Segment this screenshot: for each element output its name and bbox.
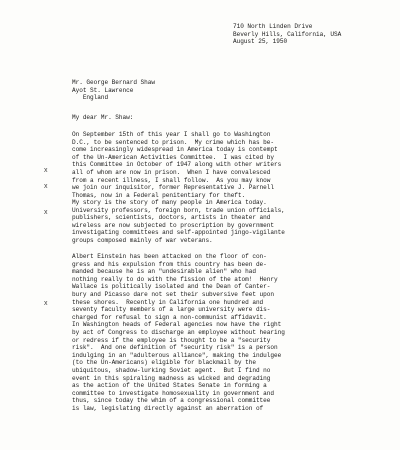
recipient-address-block	[72, 79, 155, 102]
recipient-street: Ayot St. Lawrence	[72, 86, 134, 94]
sender-address-block	[233, 23, 341, 46]
sender-street: 710 North Linden Drive	[233, 23, 313, 30]
recipient-country: England	[72, 94, 109, 102]
paragraph-2: My story is the story of many people in America today. University professors, foreign born, trade union officials, publishers, scientists, doctors, artists in theater and wireless are now subjected to proscription by government investigating committees and self-appointed jingo-vigilante groups composed mainly of war veterans.	[72, 199, 285, 244]
recipient-name: Mr. George Bernard Shaw	[72, 79, 155, 86]
salutation: My dear Mr. Shaw:	[72, 114, 134, 121]
sender-city: Beverly Hills, California, USA	[233, 30, 342, 38]
paragraph-3: Albert Einstein has been attacked on the floor of con- gress and his expulsion from this country has been de- manded because he is an "undesirable alien" who had nothing really to do with the fission of the atom! Henry Wallace is politically isolated and the Dean of Canter- bury and Picasso dare not set their subversive feet upon these shores. Recently in California one hundred and seventy faculty members of a large university were dis- charged for refusal to sign a non-communist affidavit. In Washington heads of Federal agencies now have the right by act of Congress to discharge an employee without hearing or redress if the employee is thought to be a "security risk". And one definition of "security risk" is a person indulging in an "adulterous alliance", making the indulgee (to the Un-Americans) eligible for blackmail by the ubiquitous, shadow-lurking Soviet agent. But I find no event in this spiraling madness as wicked and degrading as the action of the United States Senate in forming a committee to investigate homosexuality in government and thus, since today the whim of a congressional committee is law, legislating directly against an aberration of	[72, 253, 285, 412]
margin-mark: x	[44, 300, 48, 307]
margin-mark: x	[44, 167, 48, 174]
paragraph-1: On September 15th of this year I shall go to Washington D.C., to be sentenced to prison. My crime which has be- come increasingly widespread in America today is contempt of the Un-American Activities Committee. I was cited by this Committee in October of 1947 along with other writers all of whom are now in prison. When I have convalesced from a recent illness, I shall follow. As you may know we join our inquisitor, former Representative J. Parnell Thomas, now in a Federal penitentiary for theft.	[72, 131, 282, 199]
letter-date: August 25, 1950	[233, 38, 288, 46]
margin-mark: x	[44, 209, 48, 216]
margin-mark: x	[44, 183, 48, 190]
